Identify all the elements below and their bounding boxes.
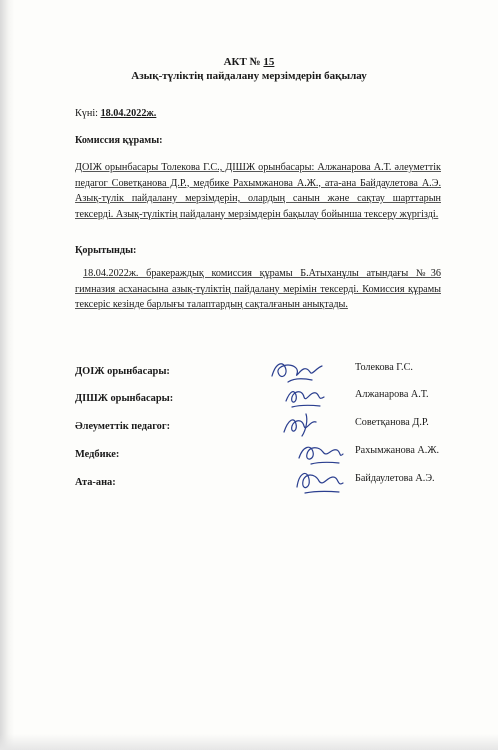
conclusion-text — [75, 266, 441, 313]
date-line — [75, 108, 156, 119]
signature-name-2: Алжанарова А.Т. — [355, 389, 429, 400]
act-subtitle: Азық-түліктің пайдалану мерзімдерін бақылау — [131, 70, 367, 82]
date-value: 18.04.2022ж. — [100, 108, 157, 119]
page-bottom-shadow — [0, 734, 498, 750]
act-prefix: АКТ № — [223, 56, 261, 68]
handwritten-signature-5 — [291, 465, 347, 497]
handwritten-signature-2 — [280, 383, 330, 411]
commission-text — [75, 160, 441, 222]
signature-role-5: Ата-ана: — [75, 477, 116, 488]
page-edge-shadow — [0, 0, 14, 750]
act-number: 15 — [263, 56, 275, 68]
handwritten-signature-3 — [276, 410, 326, 440]
signature-role-1: ДОІЖ орынбасары: — [75, 366, 170, 377]
commission-heading: Комиссия құрамы: — [75, 135, 163, 146]
signature-name-5: Байдаулетова А.Э. — [355, 473, 435, 484]
handwritten-signature-4 — [293, 438, 347, 468]
signature-role-4: Медбике: — [75, 449, 120, 460]
conclusion-heading: Қорытынды: — [75, 245, 137, 256]
signature-role-3: Әлеуметтік педагог: — [75, 421, 171, 432]
act-title — [0, 56, 498, 68]
signature-role-2: ДІШЖ орынбасары: — [75, 393, 174, 404]
conclusion-text-content: 18.04.2022ж. бракераждық комиссия құрамы Б.Атыханұлы атындағы №36 гимназия асханасына азық-түліктің пайдалану мерімін тексерді. Комиссия құрамы тексеріс кезінде барлығы талаптардың сақталғанын анықтады. — [75, 268, 441, 310]
date-label: Күні: — [75, 108, 99, 119]
signature-name-4: Рахымжанова А.Ж. — [355, 445, 440, 456]
signature-name-3: Советқанова Д.Р. — [355, 417, 429, 428]
handwritten-signature-1 — [268, 356, 328, 386]
signature-name-1: Толекова Г.С. — [355, 362, 413, 373]
commission-text-content: ДОІЖ орынбасары Толекова Г.С., ДІШЖ орынбасары: Алжанарова А.Т. әлеуметтік педагог Советқанова Д.Р., медбике Рахымжанова А.Ж., ата-ана Байдаулетова А.Э. Азық-түлік пайдалану мерзімдерін, олардың санын және сақтау шарттарын тексерді. Азық-түліктің пайдалану мерзімдерін бақылау бойынша тексеру жүргізді. — [75, 162, 441, 220]
